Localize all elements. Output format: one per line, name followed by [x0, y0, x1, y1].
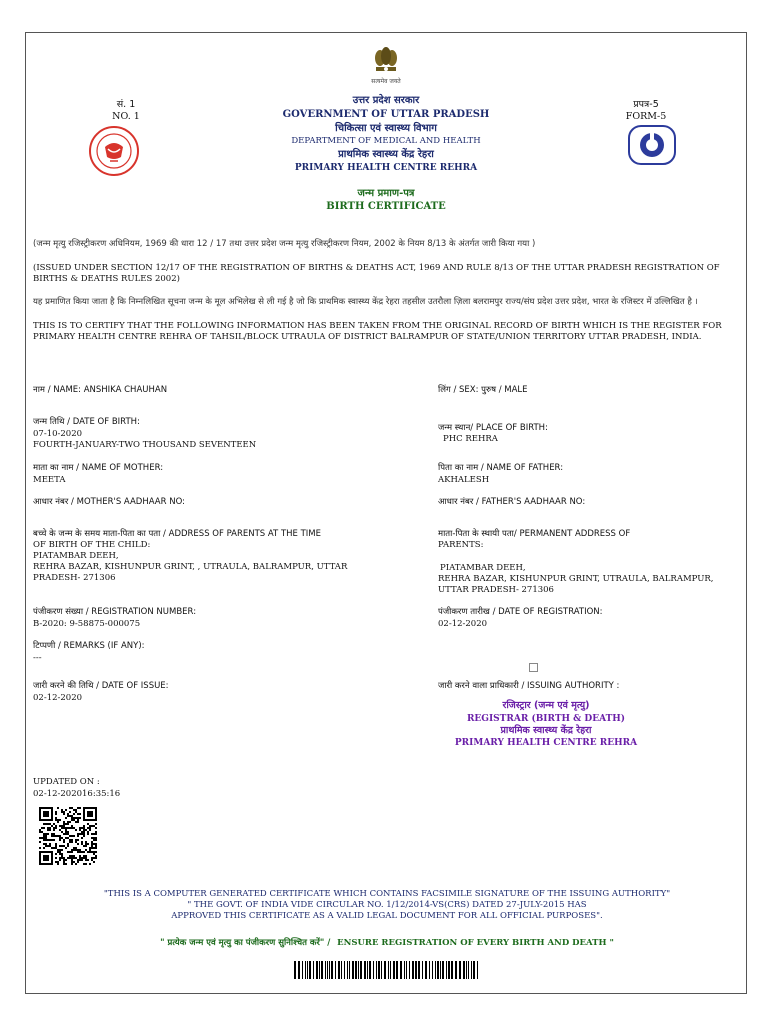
permanent-address-line-3: UTTAR PRADESH- 271306: [438, 585, 554, 595]
registration-number-label: पंजीकरण संख्या / REGISTRATION NUMBER:: [33, 607, 197, 617]
registration-date-value: 02-12-2020: [438, 619, 488, 629]
address-at-birth-label-2: OF BIRTH OF THE CHILD:: [33, 540, 151, 550]
number-hindi: सं. 1: [116, 99, 136, 110]
government-hindi: उत्तर प्रदेश सरकार: [352, 95, 420, 106]
address-at-birth-line-3: PRADESH- 271306: [33, 573, 116, 583]
national-emblem-icon: [370, 45, 402, 75]
registrar-centre-hindi: प्राथमिक स्वास्थ्य केंद्र रेहरा: [500, 725, 592, 736]
emblem-motto: सत्यमेव जयते: [371, 78, 401, 85]
issuing-authority-label: जारी करने वाला प्राधिकारी / ISSUING AUTHORITY :: [438, 681, 620, 691]
pob-value: PHC REHRA: [443, 434, 498, 444]
permanent-address-label-2: PARENTS:: [438, 540, 484, 550]
certificate-title-english: BIRTH CERTIFICATE: [326, 201, 446, 212]
crs-logo-icon: [628, 125, 676, 165]
father-aadhaar: आधार नंबर / FATHER'S AADHAAR NO:: [438, 497, 586, 507]
government-english: GOVERNMENT OF UTTAR PRADESH: [282, 109, 490, 120]
updated-on-value: 02-12-202016:35:16: [33, 789, 121, 799]
up-government-seal-icon: [88, 125, 140, 177]
certificate-title-hindi: जन्म प्रमाण-पत्र: [357, 188, 415, 199]
centre-english: PRIMARY HEALTH CENTRE REHRA: [294, 163, 478, 173]
child-sex: लिंग / SEX: पुरुष / MALE: [438, 385, 528, 395]
footer-line-2: " THE GOVT. OF INDIA VIDE CIRCULAR NO. 1/12/2014-VS(CRS) DATED 27-JULY-2015 HAS: [187, 900, 587, 910]
signature-image-placeholder: [529, 663, 538, 672]
date-of-issue-label: जारी करने की तिथि / DATE OF ISSUE:: [33, 681, 169, 691]
address-at-birth-line-2: REHRA BAZAR, KISHUNPUR GRINT, , UTRAULA, BALRAMPUR, UTTAR: [33, 562, 348, 572]
permanent-address-line-2: REHRA BAZAR, KISHUNPUR GRINT, UTRAULA, BALRAMPUR,: [438, 574, 714, 584]
date-of-issue-value: 02-12-2020: [33, 693, 83, 703]
mother-name-value: MEETA: [33, 475, 66, 485]
certify-english: THIS IS TO CERTIFY THAT THE FOLLOWING INFORMATION HAS BEEN TAKEN FROM THE ORIGINAL RECORD OF BIRTH WHICH IS THE REGISTER FOR PRIMARY HEALTH CENTRE REHRA OF TAHSIL/BLOCK UTRAULA OF DISTRICT BALRAMPUR OF STATE/UNION TERRITORY UTTAR PRADESH, INDIA.: [33, 321, 722, 342]
mother-aadhaar: आधार नंबर / MOTHER'S AADHAAR NO:: [33, 497, 185, 507]
registrar-english: REGISTRAR (BIRTH & DEATH): [466, 714, 626, 724]
certify-hindi: यह प्रमाणित किया जाता है कि निम्नलिखित सूचना जन्म के मूल अभिलेख से ली गई है जो कि प्राथमिक स्वास्थ्य केंद्र रेहरा तहसील उतरौला ज़िला बलरामपुर राज्य/संघ प्रदेश उत्तर प्रदेश, भारत के रजिस्टर में उल्लिखित है ।: [33, 297, 698, 307]
centre-hindi: प्राथमिक स्वास्थ्य केंद्र रेहरा: [338, 149, 434, 160]
registration-date-label: पंजीकरण तारीख / DATE OF REGISTRATION:: [438, 607, 603, 617]
address-at-birth-label: बच्चे के जन्म के समय माता-पिता का पता / ADDRESS OF PARENTS AT THE TIME: [33, 529, 322, 539]
issued-under-hindi: (जन्म मृत्यु रजिस्ट्रीकरण अधिनियम, 1969 की धारा 12 / 17 तथा उत्तर प्रदेश जन्म मृत्यु रजिस्ट्रीकरण नियम, 2002 के नियम 8/13 के अंतर्गत जारी किया गया ): [33, 239, 536, 249]
permanent-address-line-1: PIATAMBAR DEEH,: [440, 563, 526, 573]
registrar-hindi: रजिस्ट्रार (जन्म एवं मृत्यु): [502, 700, 590, 711]
father-name-label: पिता का नाम / NAME OF FATHER:: [438, 463, 564, 473]
slogan: [26, 937, 748, 949]
registrar-centre-english: PRIMARY HEALTH CENTRE REHRA: [454, 738, 638, 748]
pob-label: जन्म स्थान/ PLACE OF BIRTH:: [438, 423, 548, 433]
dob-value: 07-10-2020: [33, 429, 83, 439]
remarks-value: ---: [33, 653, 42, 663]
footer-line-1: "THIS IS A COMPUTER GENERATED CERTIFICATE WHICH CONTAINS FACSIMILE SIGNATURE OF THE ISSUING AUTHORITY": [103, 889, 671, 899]
mother-name-label: माता का नाम / NAME OF MOTHER:: [33, 463, 164, 473]
permanent-address-label: माता-पिता के स्थायी पता/ PERMANENT ADDRESS OF: [438, 529, 631, 539]
dob-label: जन्म तिथि / DATE OF BIRTH:: [33, 417, 140, 427]
qr-code-icon: [39, 807, 97, 865]
address-at-birth-line-1: PIATAMBAR DEEH,: [33, 551, 119, 561]
registration-number-value: B-2020: 9-58875-000075: [33, 619, 141, 629]
barcode-icon: [294, 961, 480, 979]
form-hindi: प्रपत्र-5: [633, 99, 659, 110]
child-name: नाम / NAME: ANSHIKA CHAUHAN: [33, 385, 168, 395]
issued-under-english: (ISSUED UNDER SECTION 12/17 OF THE REGISTRATION OF BIRTHS & DEATHS ACT, 1969 AND RULE 8/13 OF THE UTTAR PRADESH REGISTRATION OF BIRTHS & DEATHS RULES 2002): [33, 263, 720, 284]
remarks-label: टिप्पणी / REMARKS (IF ANY):: [33, 641, 145, 651]
slogan-hindi: " प्रत्येक जन्म एवं मृत्यु का पंजीकरण सुनिश्चित करें" /: [160, 938, 331, 948]
certificate-page: [25, 32, 747, 994]
form-english: FORM-5: [625, 111, 667, 122]
dob-words: FOURTH-JANUARY-TWO THOUSAND SEVENTEEN: [33, 440, 257, 450]
number-english: NO. 1: [112, 111, 140, 122]
department-hindi: चिकित्सा एवं स्वास्थ्य विभाग: [335, 123, 437, 134]
father-name-value: AKHALESH: [438, 475, 490, 485]
slogan-english: ENSURE REGISTRATION OF EVERY BIRTH AND DEATH ": [337, 938, 614, 948]
department-english: DEPARTMENT OF MEDICAL AND HEALTH: [291, 136, 481, 146]
updated-on-label: UPDATED ON :: [33, 777, 100, 787]
footer-line-3: APPROVED THIS CERTIFICATE AS A VALID LEGAL DOCUMENT FOR ALL OFFICIAL PURPOSES".: [171, 911, 603, 921]
